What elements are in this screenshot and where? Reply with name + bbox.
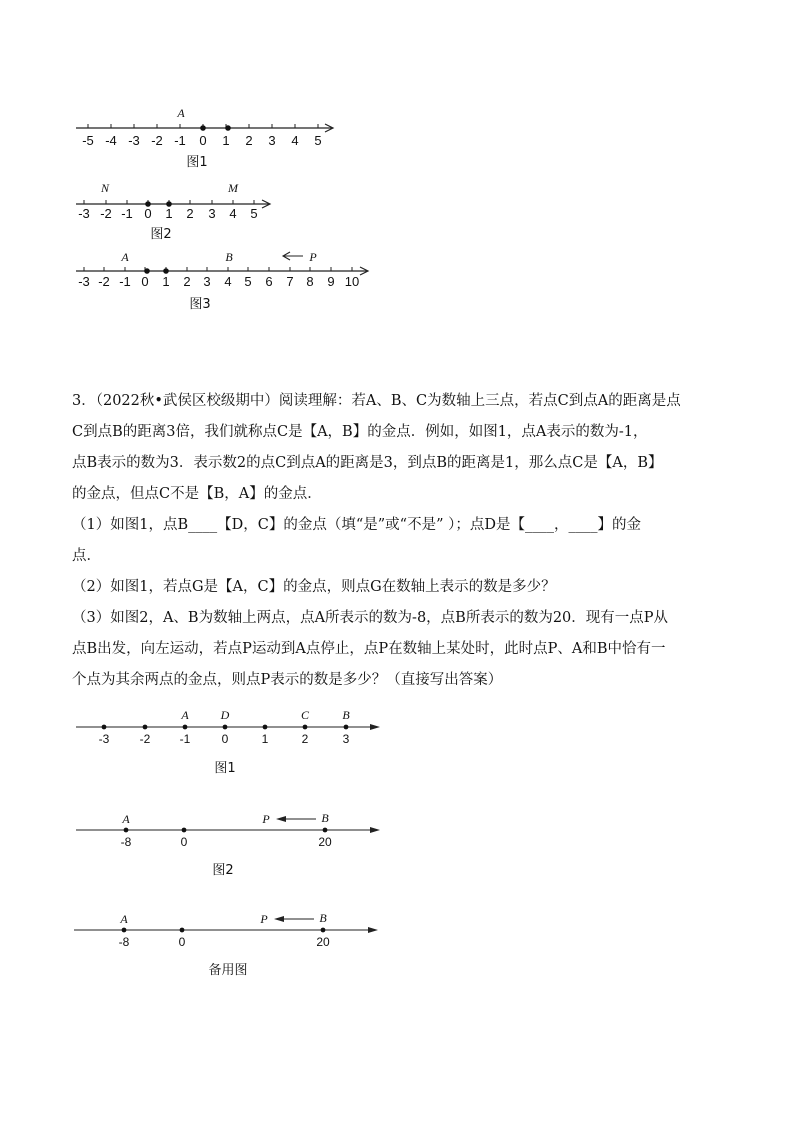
- tick-label: 1: [162, 274, 170, 289]
- tick-label: 4: [291, 133, 299, 148]
- tick-label: 1: [222, 133, 230, 148]
- point-dot: [122, 928, 127, 933]
- tick-label: -1: [119, 274, 131, 289]
- tick-label: 4: [229, 206, 237, 221]
- question-3-cont: 点B出发，向左运动，若点P运动到A点停止，点P在数轴上某处时，此时点P、A和B中恰有一: [72, 641, 666, 657]
- point-value: 3: [342, 732, 350, 746]
- point-letter: B: [342, 708, 350, 722]
- point-value: 20: [318, 835, 332, 849]
- problem-line: 3．（2022秋•武侯区校级期中）阅读理解：若A、B、C为数轴上三点，若点C到点A的距离是点: [72, 393, 681, 409]
- left-arrow-icon: [274, 916, 314, 922]
- axis-arrowhead: [368, 927, 378, 933]
- point-label-a: A: [121, 250, 129, 264]
- tick-label: 3: [208, 206, 216, 221]
- point-letter: A: [122, 812, 130, 826]
- tick-label: 5: [244, 274, 252, 289]
- question-1: （1）如图1，点B____【D，C】的金点（填“是”或“不是” ）；点D是【____，____】的金: [72, 517, 641, 533]
- figure-caption: 图1: [214, 761, 236, 776]
- tick-label: 0: [144, 206, 152, 221]
- tick-label: -3: [78, 206, 90, 221]
- point-dot: [321, 928, 326, 933]
- question-3-cont: 个点为其余两点的金点，则点P表示的数是多少？（直接写出答案）: [72, 672, 503, 688]
- tick-label: 8: [306, 274, 314, 289]
- tick-label: 2: [186, 206, 194, 221]
- tick-label: 6: [265, 274, 273, 289]
- tick-label: -4: [105, 133, 117, 148]
- point-label-p: P: [260, 912, 268, 926]
- point-value: -1: [179, 732, 191, 746]
- question-2: （2）如图1，若点G是【A，C】的金点，则点G在数轴上表示的数是多少？: [72, 579, 556, 595]
- figure-caption: 图3: [189, 297, 211, 312]
- point-value: 20: [316, 935, 330, 949]
- tick-label: 9: [327, 274, 335, 289]
- tick-label: 3: [203, 274, 211, 289]
- point-letter: D: [220, 708, 230, 722]
- tick-label: 10: [344, 274, 360, 289]
- tick-label: 4: [224, 274, 232, 289]
- point-dot: [180, 928, 185, 933]
- tick-label: 2: [245, 133, 253, 148]
- point-value: -8: [120, 835, 132, 849]
- point-value: -2: [139, 732, 151, 746]
- tick-label: 0: [141, 274, 149, 289]
- tick-label: -1: [174, 133, 186, 148]
- tick-label: -2: [151, 133, 163, 148]
- point-letter: A: [120, 912, 128, 926]
- tick-label: 2: [183, 274, 191, 289]
- tick-label: 5: [314, 133, 322, 148]
- point-value: 0: [180, 835, 188, 849]
- point-letter: B: [321, 811, 329, 825]
- tick-label: 7: [286, 274, 294, 289]
- point-label-p: P: [262, 812, 270, 826]
- problem-line: C到点B的距离3倍，我们就称点C是【A，B】的金点．例如，如图1，点A表示的数为-1，: [72, 424, 648, 440]
- point-label-m: M: [228, 181, 238, 195]
- figure-caption: 备用图: [208, 963, 248, 978]
- point-value: -8: [118, 935, 130, 949]
- tick-label: -1: [121, 206, 133, 221]
- point-label-a: A: [177, 106, 185, 120]
- figure-caption: 图2: [212, 863, 234, 878]
- point-value: 2: [301, 732, 309, 746]
- point-value: -3: [98, 732, 110, 746]
- tick-label: -2: [98, 274, 110, 289]
- tick-label: 0: [199, 133, 207, 148]
- point-letter: A: [181, 708, 189, 722]
- figure-caption: 图1: [186, 155, 208, 170]
- tick-label: 5: [250, 206, 258, 221]
- question-1-cont: 点．: [72, 548, 101, 564]
- point-value: 0: [178, 935, 186, 949]
- point-letter: B: [319, 911, 327, 925]
- question-3: （3）如图2，A、B为数轴上两点，点A所表示的数为-8，点B所表示的数为20．现有一点P从: [72, 610, 669, 626]
- point-label-p: P: [309, 250, 317, 264]
- tick-label: 1: [165, 206, 173, 221]
- point-letter: C: [300, 708, 310, 722]
- problem-line: 的金点，但点C不是【B，A】的金点．: [72, 486, 322, 502]
- problem-line: 点B表示的数为3．表示数2的点C到点A的距离是3，到点B的距离是1，那么点C是【A，B】: [72, 455, 663, 471]
- point-value: 0: [221, 732, 229, 746]
- tick-label: -3: [128, 133, 140, 148]
- tick-label: -5: [82, 133, 94, 148]
- tick-label: -2: [100, 206, 112, 221]
- point-label-n: N: [100, 181, 110, 195]
- tick-label: 3: [268, 133, 276, 148]
- figure-caption: 图2: [150, 227, 172, 242]
- point-label-b: B: [225, 250, 233, 264]
- point-value: 1: [261, 732, 269, 746]
- tick-label: -3: [78, 274, 90, 289]
